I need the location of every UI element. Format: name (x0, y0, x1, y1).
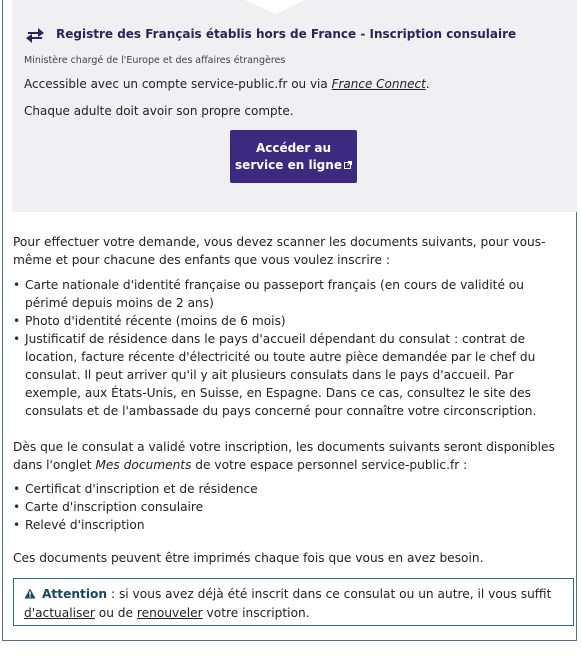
intro-paragraph: Pour effectuer votre demande, vous devez scanner les documents suivants, pour vous-même et pour chacune des enfants que vous voulez inscrire : (13, 235, 546, 267)
main-content (13, 233, 569, 567)
button-line-1: Accéder au (255, 140, 332, 155)
validation-paragraph: Dès que le consulat a validé votre inscription, les documents suivants seront disponibles dans l'onglet Mes documents de votre espace personnel service-public.fr : (13, 440, 555, 472)
mes-documents-label: Mes documents (95, 458, 192, 472)
list-item: • Relevé d'inscription (13, 516, 569, 534)
button-line-2: service en ligne (235, 157, 352, 174)
ministry-label: Ministère chargé de l'Europe et des affaires étrangères (24, 55, 286, 66)
service-title-row (24, 24, 516, 44)
list-item: • Carte nationale d'identité française ou passeport français (en cours de validité ou périmé depuis moins de 2 ans) (13, 276, 569, 312)
available-documents-list (13, 480, 569, 534)
access-online-service-button[interactable] (230, 130, 357, 183)
update-registration-link[interactable]: d'actualiser (24, 606, 95, 620)
access-text: Accessible avec un compte service-public.fr ou via France Connect. (24, 77, 430, 91)
attention-label: Attention (42, 587, 108, 601)
list-item: • Photo d'identité récente (moins de 6 mois) (13, 312, 569, 330)
required-documents-list (13, 276, 569, 420)
external-link-icon (344, 161, 352, 169)
swap-arrows-icon (24, 24, 46, 44)
list-item: • Justificatif de résidence dans le pays d'accueil dépendant du consulat : contrat de location, facture récente d'électricité ou toute autre pièce demandée par le chef du consulat. Il peut arriver qu'il y ait plusieurs consulats dans le pays d'accueil. Par exemple, aux États-Unis, en Suisse, en Espagne. Dans ce cas, consultez le site des consulats et de l'ambassade du pays concerné pour connaître votre circonscription. (13, 330, 569, 420)
service-title: Registre des Français établis hors de France - Inscription consulaire (56, 27, 517, 41)
card-notch (245, 0, 305, 14)
online-service-card (12, 0, 577, 212)
adult-account-note: Chaque adulte doit avoir son propre compte. (24, 104, 294, 118)
print-note: Ces documents peuvent être imprimés chaque fois que vous en avez besoin. (13, 551, 484, 565)
warning-triangle-icon (24, 588, 36, 599)
attention-callout: Attention : si vous avez déjà été inscrit dans ce consulat ou un autre, il vous suffit d'actualiser ou de renouveler votre inscription. (13, 578, 574, 626)
list-item: • Certificat d'inscription et de résidence (13, 480, 569, 498)
renew-registration-link[interactable]: renouveler (136, 606, 203, 620)
france-connect-link[interactable]: France Connect (331, 77, 426, 91)
list-item: • Carte d'inscription consulaire (13, 498, 569, 516)
